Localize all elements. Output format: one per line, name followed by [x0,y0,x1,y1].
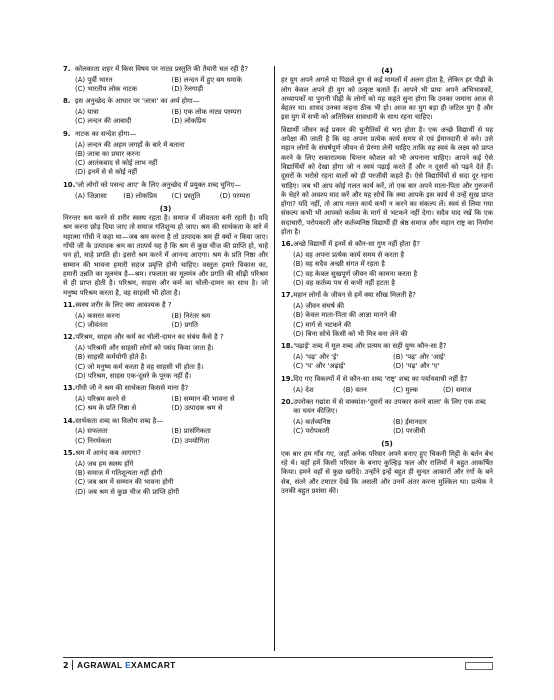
answer-option[interactable]: (C) जीवंतता [75,320,108,329]
brand-logo [77,660,176,670]
answer-option[interactable]: (B) समाज में गतिशून्यता नहीं होगी [75,469,163,478]
top-margin [0,0,554,42]
question-text: 'पढ़ाई' शब्द में मूल शब्द और प्रत्यय का सही युग्म कौन-सा है? [293,342,447,351]
brand-text-a: AGRAWAL [77,660,126,670]
answer-option[interactable]: (D) उपयोगिता [171,436,210,445]
footer-separator [72,660,73,670]
question [63,181,268,190]
question-text: स्वस्थ शरीर के लिए क्या आवश्यक है ? [75,300,172,309]
answer-option[interactable]: (D) जब श्रम से कुछ चीज की प्राप्ति होगी [75,487,180,496]
answer-option[interactable]: (D) परम्परा [219,191,251,200]
answer-options [75,141,268,178]
answer-option[interactable]: (C) मार्ग से भटकने की [293,320,351,329]
passage-paragraph: निरन्तर श्रम करने से शरीर स्वस्थ रहता है। समाज में जीवतता बनी रहती है। यदि श्रम करना छोड़ दिया जाए तो समाज गतिशून्य हो जाए। श्रम की सार्थकता के बारे में महात्मा गाँधी ने कहा था—जब श्रम करना है तो उत्पादक श्रम ही क्यों न किया जाए। गाँधी जी के उत्पादक श्रम का तात्पर्य यह है कि श्रम से कुछ चीज की प्राप्ति हो, चाहे धन हो, चाहे प्रगति हो। इसरो श्रम करने में आनन्द आएगा। श्रम के प्रति निष्ठा और सम्मान की भावना हमारी सहज प्रवृत्ति होनी चाहिए। वस्तुतः हमारे विकास का, हमारी उन्नति का मूलमंत्र है—श्रम। रफलता का मूलमंत्र और प्रगति की सीढ़ी परिश्रम से ही प्राप्त होती है। परिश्रम, साहस और कर्म का चोली-दामन का साथ है। जो मनुष्य परिश्रम करता है, वह साहसी भी होता है। [63,214,268,297]
answer-option[interactable]: (A) देश [293,385,314,394]
page-number: 2 [63,661,69,670]
question-text: इस अनुच्छेद के आधार पर 'जात्रा' का अर्थ होगा— [75,97,200,106]
answer-option[interactable]: (A) सफलता [75,427,108,436]
answer-option[interactable]: (D) इनमें से से कोई नहीं [75,168,138,177]
answer-option[interactable]: (B) साहसी कर्मयोगी होते हैं। [75,353,147,362]
question-text: 'जो लोगों को पसन्द आए' के लिए अनुच्छेद में प्रयुक्त शब्द चुनिए— [75,180,242,189]
answer-option[interactable]: (C) प्रस्तुति [171,191,201,200]
question-number: 15. [63,448,76,457]
answer-option[interactable]: (B) वतन [343,385,367,394]
question-text: नाटक का सन्देश होगा— [75,129,137,138]
answer-options [75,395,268,414]
question [63,333,268,342]
answer-option[interactable]: (A) जीवन संघर्ष की [293,302,345,311]
question-number: 8. [63,97,71,106]
answer-option[interactable]: (A) कर्तव्यनिष्ठ [293,417,331,426]
question-number: 17. [281,291,294,300]
answer-option[interactable]: (B) एक लोक नाट्य परम्परा [171,108,242,117]
passage-paragraph: हर युग अपने अगले या पिछले युग से कई मामलों में अलग होता है, लेकिन हर पीढ़ी के लोग केवल अपने ही युग को उत्कृष्ट बताते हैं। आपने भी प्रायः अपने अभिभावकों, अध्यापकों या पुरानी पीढ़ी के लोगों को यह कहते सुना होगा कि उनका जमाना आज से बेहतर था। शायद उनका कहना ठीक भी हो। आज का युग बड़ा ही जटिल युग है और इस युग में सभी को अतिरिक्त सावधानी के साथ रहना चाहिए। [281,76,493,122]
answer-option[interactable]: (C) लन्दन की आबादी [75,117,132,126]
answer-options [75,76,268,95]
answer-option[interactable]: (B) सम्मान की भावना से [171,395,235,403]
answer-option[interactable]: (C) परोपकारी [293,427,330,436]
publisher-stamp [465,662,493,670]
answer-options [293,302,493,339]
question [281,240,493,249]
question [63,65,268,74]
answer-options [75,344,268,381]
answer-options [75,192,268,201]
answer-option[interactable]: (A) परिश्रमी और साहसी लोगों को पसंद किया जाता है। [75,344,214,353]
answer-option[interactable]: (B) जात्रा का प्रचार करना [75,149,141,158]
answer-option[interactable]: (C) भारतीय लोक नाटक [75,85,138,94]
answer-option[interactable]: (A) वह अपना प्रत्येक कार्य समय से करता है [293,251,405,260]
answer-option[interactable]: (D) लोकप्रिय [171,117,206,126]
answer-option[interactable]: (A) 'पढ़' और 'ई' [293,353,339,362]
answer-option[interactable]: (D) परजीवी [393,427,426,436]
answer-option[interactable]: (C) वह केवल सुखपूर्ण जीवन की कामना करता है [293,269,418,278]
question-number: 14. [63,416,76,425]
question [63,301,268,310]
answer-option[interactable]: (B) प्रासंगिकता [171,427,211,436]
answer-option[interactable]: (B) वह सदैव अच्छी संगत में रहता है [293,260,385,269]
question [281,291,493,300]
answer-options [293,251,493,288]
section-heading: (5) [381,439,393,449]
question [63,130,268,139]
answer-option[interactable]: (D) रेलगाड़ी [171,85,203,94]
answer-option[interactable]: (C) श्रम के प्रति निष्ठा से [75,404,137,413]
answer-options [293,386,493,395]
question-text: कोलकाता शहर में किस विषय पर नाट्य प्रस्तुति की तैयारी चल रही है? [75,65,249,73]
question-text: परिश्रम, साहस और कर्म का चोली-दामन का संबंध कैसे है ? [75,333,224,342]
answer-option[interactable]: (D) 'पढ़' और 'ए' [393,362,440,371]
answer-option[interactable]: (D) बिना सोचे किसी को भी मित्र बना लेने की [293,330,408,339]
answer-options [75,427,268,446]
answer-options [293,418,493,437]
answer-options [75,108,268,127]
question-number: 11. [63,300,76,309]
page-footer [63,657,493,672]
answer-option[interactable]: (D) परिश्रम, साहस एक-दूसरे के पूरक नहीं हैं। [75,371,192,380]
question-number: 16. [281,240,294,249]
column-divider [274,66,275,651]
brand-text-x: E [125,660,132,670]
question-text: उपरोक्त गद्यांश में से वाक्यांश-'दूसरों का उपकार करने वाला' के लिए एक शब्द का चयन कीजिए। [293,397,486,416]
question-number: 9. [63,129,71,138]
question-number: 7. [63,65,71,73]
answer-option[interactable]: (D) उत्पादक श्रम से [171,404,223,413]
answer-option[interactable]: (C) निरर्थकता [75,436,112,445]
answer-option[interactable]: (D) प्रगति [171,320,198,329]
passage-paragraph: एक बार हम गाँव गए, जहाँ अनेक परिवार अपने बनाए हुए चिकनी मिट्टी के बर्तन बेच रहे थे। वहाँ हमें किसी परिवार के बनाए कुल्हिड़ फल और रालियों ने बहुत आकर्षित किया। हमने वहाँ से कुछ खरीदे। उन्होंने इन्हें बहुत ही सुन्दर आकारों और रंगों के बने सेब, संतरे और टमाटर देखे कि असली और उनमें अंतर करना मुश्किल था। प्रत्येक ने उनकी बहुत प्रशंसा की। [281,449,493,495]
question-number: 13. [63,384,76,393]
answer-option[interactable]: (A) कसरत करना [75,311,120,320]
answer-option[interactable]: (B) केवल माता-पिता की आज्ञा मानने की [293,311,397,320]
left-column [63,65,268,500]
answer-option[interactable]: (B) निरंतर श्रम [171,311,211,320]
section-heading: (3) [159,203,172,213]
question [63,417,268,426]
answer-option[interactable]: (B) ईमानदार [393,417,427,426]
passage-paragraph: विद्यार्थी जीवन कई प्रकार की चुनौतियों से भरा होता है। एक अच्छे विद्यार्थी से यह अपेक्षा की जाती है कि वह अपना प्रत्येक कार्य समय से एवं ईमानदारी से करे। उसे महान लोगों के संघर्षपूर्ण जीवन से प्रेरणा लेनी चाहिए ताकि वह स्वयं के लक्ष्य को प्राप्त करने के लिए सकारात्मक चिन्तन कौशल को भी अपनाना चाहिए। आपने कई ऐसे विद्यार्थियों को देखा होगा जो न स्वयं पढ़ाई करते हैं और न दूसरों को पढ़ने देते हैं। दूसरों के भरोसे रहना वालों को ही परजीवी कहते हैं। ऐसे विद्यार्थियों से सदा दूर रहना चाहिए। जब भी आप कोई गलत कार्य करें, तो एक बार अपने माता-पिता और गुरुजनों के चेहरे को अवश्य याद करें और यह सोचें कि क्या आपके इस कार्य से उन्हें सुख प्राप्त होगा? यदि नहीं, तो आप गलत कार्य कभी न करने का संकल्प लें। स्वयं से लिया गया संकल्प कभी भी आपको कर्तव्य के मार्ग से भटकने नहीं देगा। सदैव याद रखें कि एक सदाचारी, परोपकारी और कर्तव्यनिष्ठ विद्यार्थी ही श्रेष्ठ समाज और महान राष्ट्र का निर्माण होता है। [281,125,493,237]
question [281,342,493,351]
answer-option[interactable]: (C) जब श्रम में सम्मान की भावना होगी [75,478,174,487]
right-column [281,65,493,499]
answer-option[interactable]: (D) वह कर्तव्य पथ से कभी नहीं हटता है [293,279,395,288]
answer-option[interactable]: (C) 'प' और 'अढ़ाई' [293,362,346,371]
question-number: 20. [281,397,294,406]
answer-option[interactable]: (A) पूर्वी भारत [75,75,113,84]
answer-options [293,353,493,372]
answer-options [75,460,268,497]
answer-option[interactable]: (B) 'पढ़' और 'आई' [393,353,446,362]
question-number: 19. [281,374,294,383]
question-text: सार्थकता शब्द का विलोम शब्द है— [75,416,164,425]
answer-option[interactable]: (D) समाज [443,385,472,394]
answer-option[interactable]: (C) मुल्क [393,385,418,394]
question-text: दिए गए विकल्पों में से कौन-सा शब्द 'राष्ट्र' शब्द का पर्यायवाची नहीं है? [293,374,468,383]
question [63,449,268,458]
answer-option[interactable]: (B) लन्दन में हुए बम धमाके [171,75,242,84]
question-text: गाँधी जी ने श्रम की सार्थकता किससे माना है? [75,384,189,393]
answer-option[interactable]: (B) लोकप्रिय [123,191,157,200]
question-number: 10. [63,180,76,189]
question [63,97,268,106]
answer-option[interactable]: (A) जिज्ञासा [75,191,107,200]
answer-options [75,312,268,331]
question-text: अच्छे विद्यार्थी में इनमें से कौन-सा गुण नहीं होता है? [293,240,421,249]
question-number: 18. [281,342,294,351]
question [281,375,493,384]
question-number: 12. [63,333,76,342]
question [281,398,493,417]
question-text: महान लोगों के जीवन से हमें क्या सीख मिलती है? [293,291,416,300]
answer-option[interactable]: (A) यात्रा [75,108,99,117]
answer-option[interactable]: (C) आतंकवाद से कोई लाभ नहीं [75,159,158,168]
answer-option[interactable]: (A) जब हम स्वस्थ होंगे [75,459,134,468]
brand-text-b: XAMCART [131,660,176,670]
answer-option[interactable]: (C) जो मनुष्य कर्म करता है वह साहसी भी होता है। [75,362,204,371]
question [63,384,268,393]
section-heading: (4) [381,66,393,75]
question-text: श्रम में आनंद कब आएगा? [75,448,142,457]
answer-option[interactable]: (A) लन्दन की अहम जगहों के बारे में बताना [75,140,185,149]
answer-option[interactable]: (A) परिश्रम करने से [75,395,126,403]
